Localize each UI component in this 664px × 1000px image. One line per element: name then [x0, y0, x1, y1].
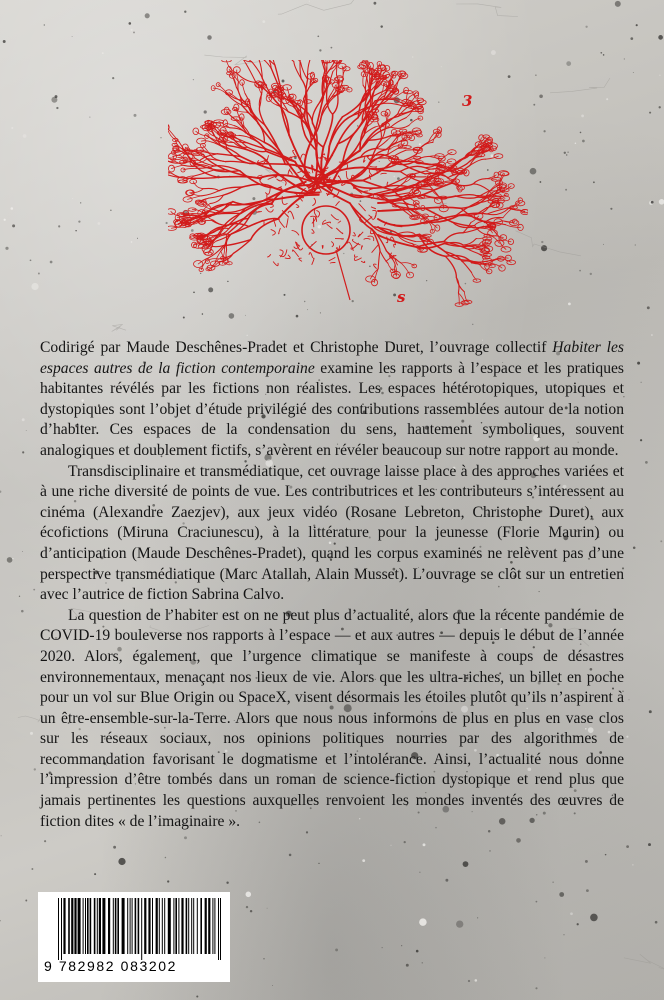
paragraph-1-text-a: Codirigé par Maude Deschênes-Pradet et Christophe Duret, l’ouvrage collectif: [40, 339, 553, 356]
paragraph-2-text: Transdisciplinaire et transmédiatique, cet ouvrage laisse place à des approches variées et à une riche diversité de points de vue. Les contributrices et les contributeurs s’intéressent au cinéma (Alexandre Zaezjev), aux jeux vidéo (Rosane Lebreton, Christophe Duret), aux écofictions (Miruna Craciunescu), à la littérature pour la jeunesse (Florie Maurin) ou d’anticipation (Maude Deschênes-Pradet), quand les corpus examinés ne relèvent pas d’une perspective transmédiatique (Marc Atallah, Alain Musset). L’ouvrage se clôt sur un entretien avec l’autrice de fiction Sabrina Calvo.: [40, 462, 624, 604]
paragraph-3: [40, 606, 624, 833]
paragraph-1-text-b: examine les rapports à l’espace et les pratiques habitantes révélés par les fictions non réalistes. Les espaces hétérotopiques, utopiques et dystopiques sont l’objet d’étude privilégié des contributions rassemblées autour de la notion d’habiter. Ces espaces de la condensation du sens, hautement symboliques, souvent analogiques et doublement fictifs, s’avèrent en révéler beaucoup sur notre rapport au monde.: [40, 359, 624, 459]
book-title: Habiter les espaces autres de la fiction contemporaine: [40, 339, 624, 377]
illustration-label-top: 3: [462, 92, 473, 110]
red-coral-drawing-icon: [168, 60, 528, 320]
paragraph-1: [40, 338, 624, 462]
paragraph-3-text: La question de l’habiter est on ne peut plus d’actualité, alors que la récente pandémie de COVID-19 bouleverse nos rapports à l’espace — et aux autres — depuis le début de l’année 2020. Alors, également, que l’urgence climatique se manifeste à coups de désastres environnementaux, menaçant nos lieux de vie. Alors que les ultra-riches, un billet en poche pour un vol sur Blue Origin ou SpaceX, visent désormais les étoiles plutôt qu’ils n’aspirent à un être-ensemble-sur-la-Terre. Alors que nous nous informons de plus en plus en vase clos sur les réseaux sociaux, nos opinions politiques nourries par des algorithmes de recommandation favorisant le dogmatisme et l’intolérance. Ainsi, l’actualité nous donne l’impression d’être tombés dans un roman de science-fiction dystopique et rend plus que jamais pertinentes les questions auxquelles renvoient les mondes inventés des œuvres de fiction dites « de l’imaginaire ».: [40, 606, 624, 830]
illustration-label-bottom: s: [397, 288, 406, 306]
isbn-barcode: [38, 892, 230, 982]
back-cover-text: [40, 338, 624, 832]
isbn-number: 9 782982 083202: [44, 958, 177, 974]
paragraph-2: [40, 462, 624, 606]
isbn-barcode-icon: [56, 898, 226, 960]
